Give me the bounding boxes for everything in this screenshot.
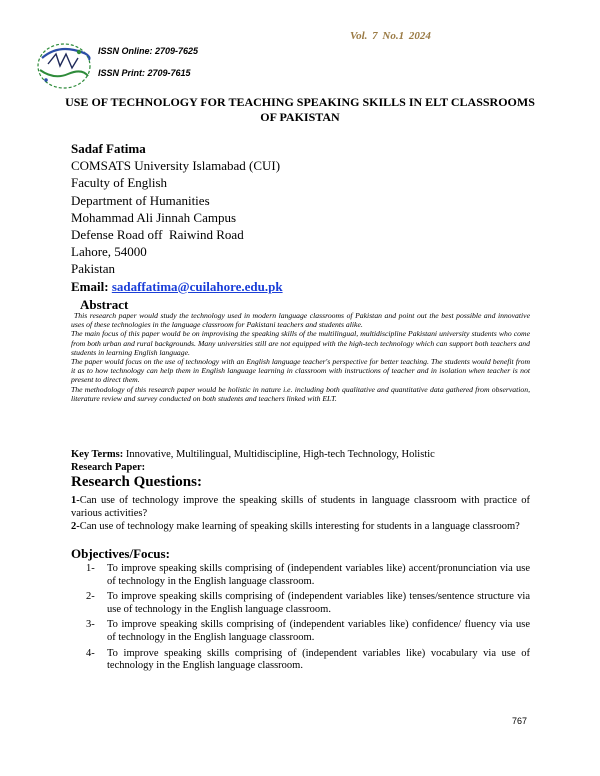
research-questions-heading: Research Questions: [71, 474, 202, 490]
research-question-text: Can use of technology improve the speaking skills of students in language classroom with practice of various activities? [71, 495, 530, 519]
abstract-heading: Abstract [80, 297, 129, 312]
volume-issue-label: Vol. 7 No.1 2024 [350, 30, 431, 42]
abstract-body [71, 311, 530, 403]
affiliation-line: Department of Humanities [71, 192, 210, 208]
objective-item [86, 563, 530, 588]
abstract-paragraph: The methodology of this research paper would be holistic in nature i.e. including both qualitative and quantitative data gathered from observation, literature review and survey conducted on both students and teachers linked with ELT. [71, 384, 530, 403]
affiliation-line: COMSATS University Islamabad (CUI) [71, 158, 281, 174]
objectives-list [86, 563, 530, 676]
research-question-text: Can use of technology make learning of speaking skills interesting for students in a language classroom? [79, 521, 520, 532]
objectives-heading: Objectives/Focus: [71, 546, 170, 561]
objective-text: To improve speaking skills comprising of (independent variables like) tenses/sentence structure via use of technology in the English language classroom. [107, 591, 530, 615]
affiliation-line: Defense Road off Raiwind Road [71, 227, 244, 243]
objective-item [86, 648, 530, 673]
research-question-number: 1- [71, 495, 80, 506]
research-question [71, 495, 530, 520]
affiliation-line: Lahore, 54000 [71, 244, 147, 260]
research-question-number: 2- [71, 521, 80, 532]
key-terms-label: Key Terms: [71, 449, 124, 460]
page-number: 767 [512, 716, 528, 726]
objective-item [86, 591, 530, 616]
objective-text: To improve speaking skills comprising of (independent variables like) vocabulary via use of technology in the English language classroom. [107, 647, 530, 672]
objective-item [86, 619, 530, 644]
objective-text: To improve speaking skills comprising of (independent variables like) confidence/ fluency via use of technology in the English language classroom. [107, 619, 530, 643]
abstract-paragraph: The paper would focus on the use of technology with an English language teacher's perspective for better teaching. The students would benefit from it as to how technology can help them in English language learning in classroom with instructions of teacher and in isolation when teacher is not present to direct them. [71, 357, 530, 385]
issn-online: ISSN Online: 2709-7625 [98, 46, 199, 56]
objective-number: 1- [86, 563, 95, 574]
affiliation-line: Pakistan [71, 261, 116, 277]
objective-text: To improve speaking skills comprising of (independent variables like) accent/pronunciation via use of technology in the English language classroom. [107, 563, 530, 587]
research-paper-label: Research Paper: [71, 462, 146, 473]
email-line [71, 278, 283, 295]
abstract-paragraph: The main focus of this paper would be on improvising the speaking skills of the multilingual, multidiscipline Pakistani university students who come from both urban and rural backgrounds. Many universities still are not equipped with the high-tech technology which can support both teachers and students in learning English language. [71, 329, 530, 357]
key-terms [71, 449, 435, 460]
affiliation-line: Mohammad Ali Jinnah Campus [71, 209, 237, 225]
issn-print: ISSN Print: 2709-7615 [98, 68, 191, 78]
key-terms-text: Innovative, Multilingual, Multidiscipline, High-tech Technology, Holistic [123, 449, 435, 460]
author-block [71, 140, 283, 295]
objective-number: 3- [86, 619, 95, 631]
objective-number: 4- [86, 647, 95, 659]
abstract-paragraph: This research paper would study the technology used in modern language classrooms of Pakistan and point out the best possible and innovative uses of these technologies in the language classroom for Pakistani teachers and students alike. [71, 311, 530, 330]
affiliation-line: Faculty of English [71, 175, 168, 191]
author-name: Sadaf Fatima [71, 141, 146, 156]
email-link[interactable]: sadaffatima@cuilahore.edu.pk [111, 278, 283, 294]
research-question [71, 521, 530, 534]
objective-number: 2- [86, 591, 95, 603]
paper-title: USE OF TECHNOLOGY FOR TEACHING SPEAKING SKILLS IN ELT CLASSROOMS OF PAKISTAN [65, 95, 535, 124]
email-label: Email: [71, 278, 112, 294]
journal-logo [34, 40, 94, 92]
